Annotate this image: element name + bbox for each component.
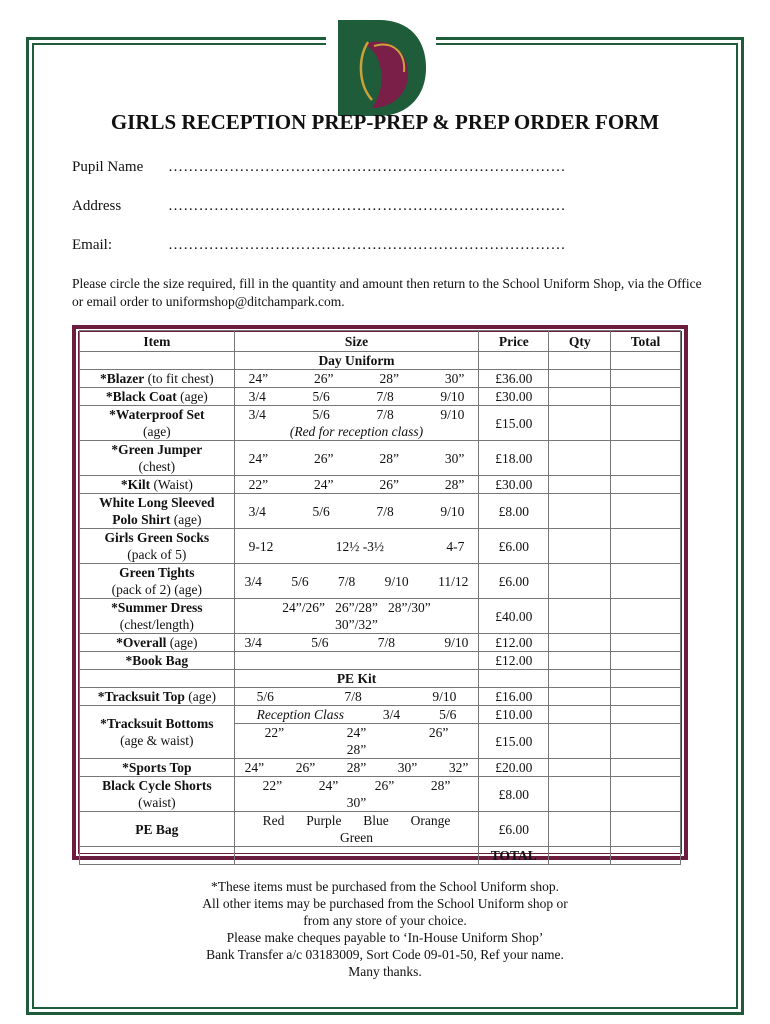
size-options[interactable]: 22” 24” 26” 28” — [262, 778, 451, 793]
total-label: TOTAL — [479, 847, 549, 865]
section-label: Day Uniform — [234, 352, 479, 370]
size-options[interactable]: Reception Class 3/4 5/6 — [256, 707, 457, 722]
total-cell[interactable] — [611, 706, 681, 724]
section-pe-kit — [80, 670, 681, 688]
form-title: GIRLS RECEPTION PREP-PREP & PREP ORDER FORM — [110, 110, 660, 134]
table-row: 22” 24” 26” 28” £15.00 — [80, 724, 681, 759]
instructions: Please circle the size required, fill in the quantity and amount then return to the School Uniform Shop, via the Office or email order to uniformshop@ditchampark.com. — [72, 276, 702, 309]
total-cell[interactable] — [611, 777, 681, 812]
table-row: White Long Sleeved Polo Shirt (age) 3/4 5/6 7/8 9/10 £8.00 — [80, 494, 681, 529]
size-options[interactable]: 3/4 5/6 7/8 9/10 — [248, 407, 465, 422]
total-cell[interactable] — [611, 406, 681, 441]
size-options[interactable]: 3/4 5/6 7/8 9/10 — [248, 389, 465, 404]
email-field[interactable] — [72, 237, 566, 254]
price: £15.00 — [479, 724, 549, 759]
price: £8.00 — [479, 777, 549, 812]
price: £30.00 — [479, 476, 549, 494]
total-cell[interactable] — [611, 688, 681, 706]
qty-cell[interactable] — [549, 652, 611, 670]
footer-line: Please make cheques payable to ‘In-House Uniform Shop’ — [226, 930, 544, 945]
total-cell[interactable] — [611, 812, 681, 847]
header-size: Size — [234, 331, 479, 352]
price: £30.00 — [479, 388, 549, 406]
price: £15.00 — [479, 406, 549, 441]
table-row: *Tracksuit Bottoms (age & waist) Reception Class 3/4 5/6 £10.00 — [80, 706, 681, 724]
qty-cell[interactable] — [549, 441, 611, 476]
header-price: Price — [479, 331, 549, 352]
qty-cell[interactable] — [549, 564, 611, 599]
qty-cell[interactable] — [549, 599, 611, 634]
table-row: *Waterproof Set (age) 3/4 5/6 7/8 9/10 (Red for reception class) £15.00 — [80, 406, 681, 441]
total-row — [80, 847, 681, 865]
total-cell[interactable] — [611, 652, 681, 670]
table-row: PE Bag Red Purple Blue Orange Green £6.00 — [80, 812, 681, 847]
total-cell[interactable] — [611, 476, 681, 494]
size-options[interactable]: 24” 26” 28” 30” 32” — [244, 760, 469, 775]
table-row: Girls Green Socks (pack of 5) 9-12 12½ -3½ 4-7 £6.00 — [80, 529, 681, 564]
qty-cell[interactable] — [549, 634, 611, 652]
footer-line: All other items may be purchased from the School Uniform shop or — [202, 896, 568, 911]
address-field[interactable] — [72, 198, 566, 215]
size-options[interactable] — [234, 652, 479, 670]
footer-line: from any store of your choice. — [303, 913, 467, 928]
total-cell[interactable] — [611, 370, 681, 388]
total-cell[interactable] — [611, 529, 681, 564]
size-options[interactable]: 22” 24” 26” 28” — [248, 477, 465, 492]
size-options[interactable]: 24”/26” 26”/28” 28”/30” 30”/32” — [234, 599, 479, 634]
qty-cell[interactable] — [549, 812, 611, 847]
size-options[interactable]: 5/6 7/8 9/10 — [256, 689, 457, 704]
footer-line: Many thanks. — [348, 964, 422, 979]
total-cell[interactable] — [611, 759, 681, 777]
total-cell[interactable] — [611, 564, 681, 599]
qty-total-cell[interactable] — [549, 847, 611, 865]
total-cell[interactable] — [611, 634, 681, 652]
qty-cell[interactable] — [549, 759, 611, 777]
size-options[interactable]: 3/4 5/6 7/8 9/10 — [248, 503, 465, 519]
price: £18.00 — [479, 441, 549, 476]
section-label: PE Kit — [234, 670, 479, 688]
total-cell[interactable] — [611, 441, 681, 476]
qty-cell[interactable] — [549, 724, 611, 759]
pupil-name-label: Pupil Name — [72, 159, 144, 175]
colour-options[interactable]: Red Purple Blue Orange — [262, 813, 451, 828]
order-table — [79, 330, 681, 865]
grand-total-cell[interactable] — [611, 847, 681, 865]
header-row — [80, 331, 681, 352]
price: £12.00 — [479, 652, 549, 670]
pupil-name-line[interactable]: …………………………………………………………………… — [168, 159, 566, 175]
total-cell[interactable] — [611, 494, 681, 529]
header-item: Item — [80, 331, 235, 352]
price: £12.00 — [479, 634, 549, 652]
email-label: Email: — [72, 237, 112, 253]
qty-cell[interactable] — [549, 406, 611, 441]
table-row: *Black Coat (age) 3/4 5/6 7/8 9/10 £30.00 — [80, 388, 681, 406]
price: £6.00 — [479, 812, 549, 847]
price: £6.00 — [479, 529, 549, 564]
size-options[interactable]: 3/4 5/6 7/8 9/10 11/12 — [244, 573, 469, 589]
size-options[interactable]: 3/4 5/6 7/8 9/10 — [244, 635, 469, 650]
price: £40.00 — [479, 599, 549, 634]
table-row: *Blazer (to fit chest) 24” 26” 28” 30” £36.00 — [80, 370, 681, 388]
total-cell[interactable] — [611, 599, 681, 634]
total-cell[interactable] — [611, 724, 681, 759]
school-logo — [334, 18, 428, 118]
size-options[interactable]: 9-12 12½ -3½ 4-7 — [248, 538, 465, 554]
header-qty: Qty — [549, 331, 611, 352]
price: £20.00 — [479, 759, 549, 777]
qty-cell[interactable] — [549, 388, 611, 406]
size-options[interactable]: 24” 26” 28” 30” — [248, 371, 465, 386]
size-options[interactable]: 24” 26” 28” 30” — [248, 450, 465, 466]
qty-cell[interactable] — [549, 476, 611, 494]
size-options[interactable]: 22” 24” 26” — [264, 725, 449, 740]
footer-line: Bank Transfer a/c 03183009, Sort Code 09-01-50, Ref your name. — [206, 947, 564, 962]
price: £6.00 — [479, 564, 549, 599]
price: £36.00 — [479, 370, 549, 388]
table-row: *Green Jumper (chest) 24” 26” 28” 30” £18.00 — [80, 441, 681, 476]
table-row: *Summer Dress (chest/length) 24”/26” 26”/28” 28”/30” 30”/32” £40.00 — [80, 599, 681, 634]
table-row: *Sports Top 24” 26” 28” 30” 32” £20.00 — [80, 759, 681, 777]
table-row: *Overall (age) 3/4 5/6 7/8 9/10 £12.00 — [80, 634, 681, 652]
qty-cell[interactable] — [549, 494, 611, 529]
qty-cell[interactable] — [549, 706, 611, 724]
table-row: Black Cycle Shorts (waist) 22” 24” 26” 28” 30” £8.00 — [80, 777, 681, 812]
address-line[interactable]: …………………………………………………………………… — [168, 198, 566, 214]
qty-cell[interactable] — [549, 529, 611, 564]
qty-cell[interactable] — [549, 370, 611, 388]
table-row: *Kilt (Waist) 22” 24” 26” 28” £30.00 — [80, 476, 681, 494]
footer-line: *These items must be purchased from the School Uniform shop. — [211, 879, 559, 894]
address-label: Address — [72, 198, 122, 214]
table-row: Green Tights (pack of 2) (age) 3/4 5/6 7/8 9/10 11/12 £6.00 — [80, 564, 681, 599]
email-line[interactable]: …………………………………………………………………… — [168, 237, 566, 253]
size-note: (Red for reception class) — [289, 424, 424, 439]
header-total: Total — [611, 331, 681, 352]
section-day-uniform — [80, 352, 681, 370]
qty-cell[interactable] — [549, 688, 611, 706]
qty-cell[interactable] — [549, 777, 611, 812]
price: £16.00 — [479, 688, 549, 706]
table-row: *Tracksuit Top (age) 5/6 7/8 9/10 £16.00 — [80, 688, 681, 706]
table-row: *Book Bag £12.00 — [80, 652, 681, 670]
price: £10.00 — [479, 706, 549, 724]
price: £8.00 — [479, 494, 549, 529]
total-cell[interactable] — [611, 388, 681, 406]
pupil-name-field[interactable] — [72, 159, 566, 176]
footer-notes — [0, 878, 770, 980]
